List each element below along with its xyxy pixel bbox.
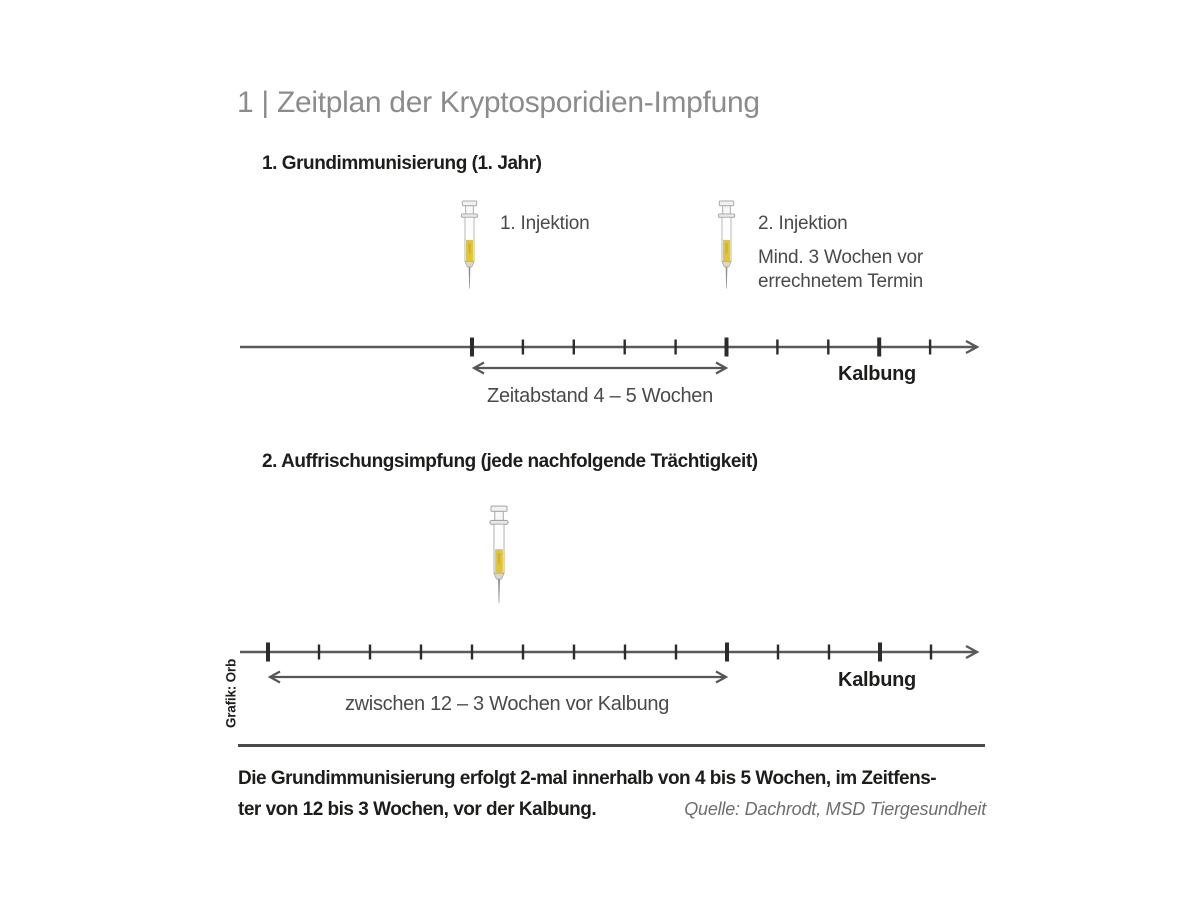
figure-caption: [238, 763, 986, 825]
caption-source: Quelle: Dachrodt, MSD Tiergesundheit: [684, 799, 986, 819]
separator-rule: [238, 744, 985, 747]
timeline1-range-label: Zeitabstand 4 – 5 Wochen: [487, 385, 713, 407]
timeline2-range-label: zwischen 12 – 3 Wochen vor Kalbung: [344, 693, 670, 715]
syringe-icon: [456, 200, 483, 302]
timeline2-kalbung-label: Kalbung: [838, 669, 916, 691]
syringe-icon: [713, 200, 740, 302]
caption-line2: ter von 12 bis 3 Wochen, vor der Kalbung.: [238, 799, 597, 820]
injection2-note-line1: Mind. 3 Wochen vor: [758, 247, 924, 268]
syringe-icon: [484, 505, 514, 618]
caption-line1: Die Grundimmunisierung erfolgt 2-mal innerhalb von 4 bis 5 Wochen, im Zeitfens-: [238, 768, 937, 789]
injection1-label: 1. Injektion: [500, 213, 590, 234]
injection2-note-line2: errechnetem Termin: [758, 271, 924, 292]
figure-title: 1 | Zeitplan der Kryptosporidien-Impfung: [237, 86, 760, 119]
section2-heading: 2. Auffrischungsimpfung (jede nachfolgende Trächtigkeit): [262, 451, 758, 472]
injection2-label: 2. Injektion: [758, 213, 848, 234]
section1-heading: 1. Grundimmunisierung (1. Jahr): [262, 153, 542, 174]
graphic-credit: Grafik: Orb: [223, 658, 239, 729]
timeline1-kalbung-label: Kalbung: [838, 363, 916, 385]
injection2-note: [758, 246, 923, 294]
